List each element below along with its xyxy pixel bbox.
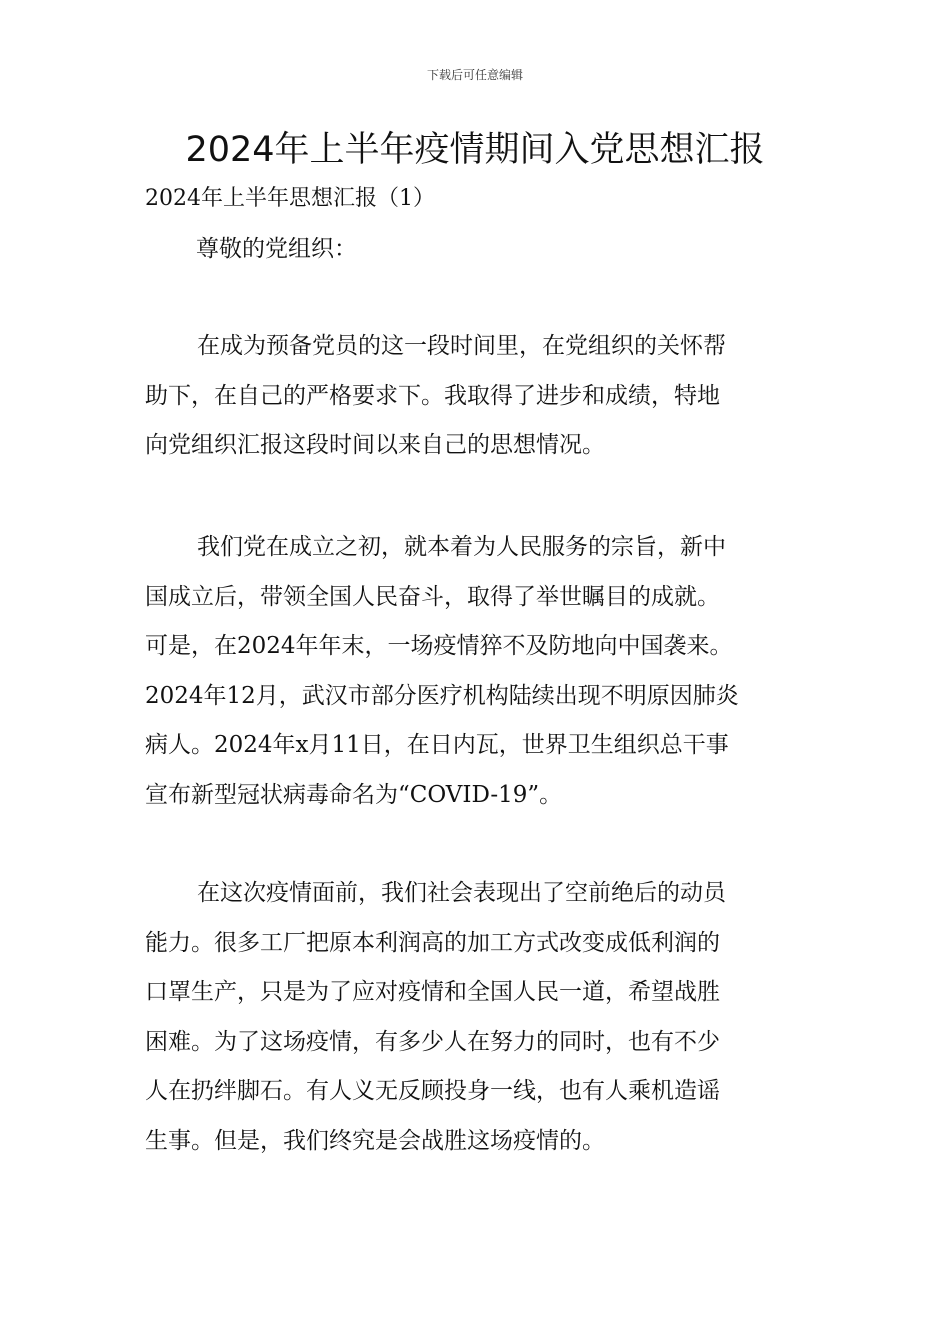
paragraph-2 [145,523,845,820]
header-note: 下载后可任意编辑 [426,68,523,82]
paragraph-line: 在成为预备党员的这一段时间里，在党组织的关怀帮 [197,333,726,359]
paragraph-line: 在这次疫情面前，我们社会表现出了空前绝后的动员 [197,880,726,906]
paragraph-line: 人在扔绊脚石。有人义无反顾投身一线，也有人乘机造谣 [145,1078,720,1104]
paragraph-line: 能力。很多工厂把原本利润高的加工方式改变成低利润的 [145,929,720,956]
paragraph-line: 口罩生产，只是为了应对疫情和全国人民一道，希望战胜 [145,979,720,1005]
paragraph-line: 助下，在自己的严格要求下。我取得了进步和成绩，特地 [145,382,720,409]
paragraph-line: 2024年12月，武汉市部分医疗机构陆续出现不明原因肺炎 [145,682,739,709]
paragraph-3 [145,869,845,1166]
paragraph-line: 可是，在2024年年末，一场疫情猝不及防地向中国袭来。 [145,633,733,659]
paragraph-1 [145,322,845,471]
paragraph-line: 困难。为了这场疫情，有多少人在努力的同时，也有不少 [145,1028,720,1055]
salutation: 尊敬的党组织： [196,236,357,262]
paragraph-line: 我们党在成立之初，就本着为人民服务的宗旨，新中 [197,534,726,560]
document-title: 2024年上半年疫情期间入党思想汇报 [185,130,765,170]
paragraph-line: 国成立后，带领全国人民奋斗，取得了举世瞩目的成就。 [145,583,720,610]
paragraph-line: 生事。但是，我们终究是会战胜这场疫情的。 [145,1127,605,1154]
paragraph-line: 向党组织汇报这段时间以来自己的思想情况。 [145,432,605,458]
paragraph-line: 宣布新型冠状病毒命名为“COVID-19”。 [145,781,563,808]
document-subtitle: 2024年上半年思想汇报（1） [145,186,435,211]
paragraph-line: 病人。2024年x月11日，在日内瓦，世界卫生组织总干事 [145,732,729,758]
